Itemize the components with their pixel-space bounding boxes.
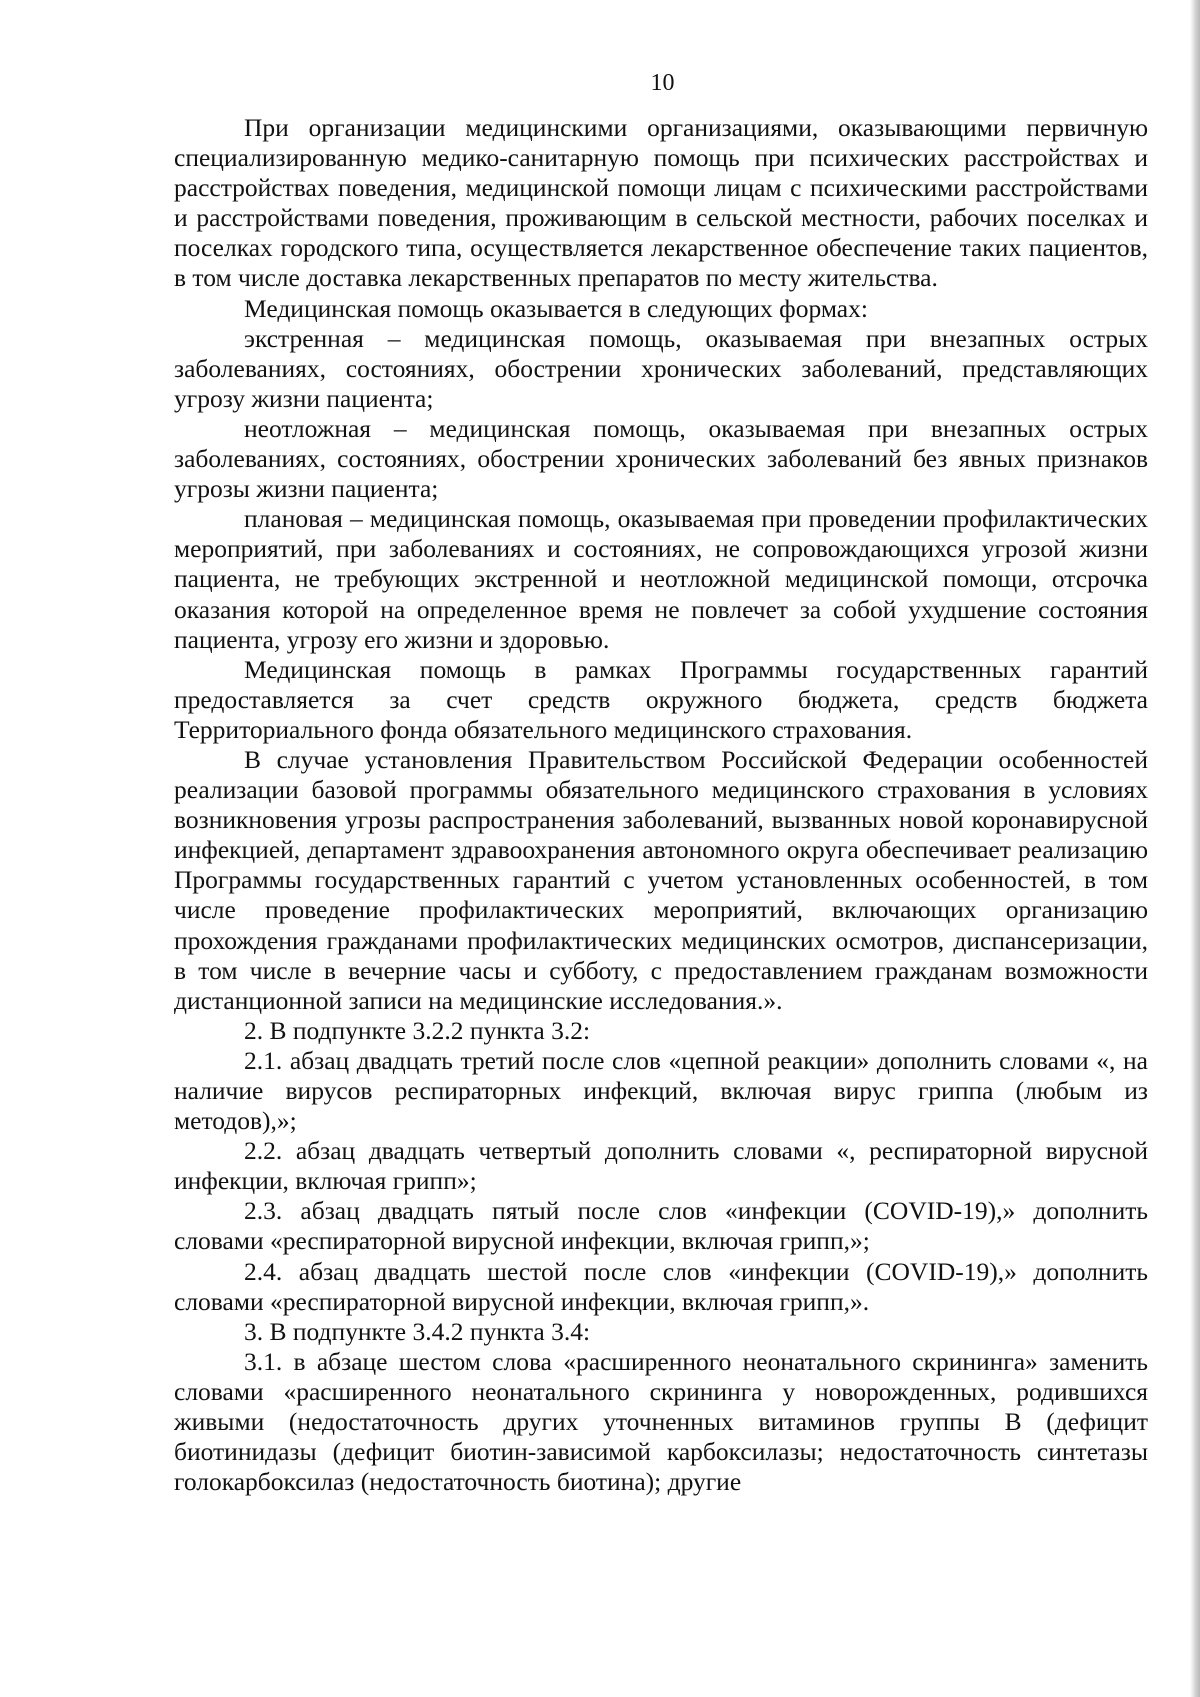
page-number: 10: [650, 70, 675, 96]
paragraph-item-2: 2. В подпункте 3.2.2 пункта 3.2:: [244, 1015, 591, 1045]
paragraph-item-2-2: 2.2. абзац двадцать четвертый дополнить словами «, респираторной вирусной инфекции, включая грипп»;: [174, 1136, 1148, 1196]
paragraph-psychiatric-care: При организации медицинскими организациями, оказывающими первичную специализированную медико-санитарную помощь при психических расстройствах и расстройствах поведения, медицинской помощи лицам с психическими расстройствами и расстройствами поведения, проживающим в сельской местности, рабочих поселках и поселках городского типа, осуществляется лекарственное обеспечение таких пациентов, в том числе доставка лекарственных препаратов по месту жительства.: [174, 113, 1148, 293]
paragraph-coronavirus: В случае установления Правительством Российской Федерации особенностей реализации базовой программы обязательного медицинского страхования в условиях возникновения угрозы распространения заболеваний, вызванных новой коронавирусной инфекцией, департамент здравоохранения автономного округа обеспечивает реализацию Программы государственных гарантий с учетом установленных особенностей, в том числе проведение профилактических мероприятий, включающих организацию прохождения гражданами профилактических медицинских осмотров, диспансеризации, в том числе в вечерние часы и субботу, с предоставлением гражданам возможности дистанционной записи на медицинские исследования.».: [174, 744, 1148, 1015]
paragraph-item-2-4: 2.4. абзац двадцать шестой после слов «инфекции (COVID-19),» дополнить словами «респираторной вирусной инфекции, включая грипп,».: [174, 1256, 1148, 1316]
paragraph-forms-intro: Медицинская помощь оказывается в следующих формах:: [244, 293, 868, 323]
paragraph-form-emergency: экстренная – медицинская помощь, оказываемая при внезапных острых заболеваниях, состояниях, обострении хронических заболеваний, представляющих угрозу жизни пациента;: [174, 323, 1148, 413]
paragraph-funding: Медицинская помощь в рамках Программы государственных гарантий предоставляется за счет средств окружного бюджета, средств бюджета Территориального фонда обязательного медицинского страхования.: [174, 654, 1148, 744]
paragraph-form-planned: плановая – медицинская помощь, оказываемая при проведении профилактических мероприятий, при заболеваниях и состояниях, не сопровождающихся угрозой жизни пациента, не требующих экстренной и неотложной медицинской помощи, отсрочка оказания которой на определенное время не повлечет за собой ухудшение состояния пациента, угрозу его жизни и здоровью.: [174, 504, 1148, 654]
scan-edge: [1190, 0, 1200, 1697]
document-body: [174, 113, 1148, 1497]
paragraph-item-3-1: 3.1. в абзаце шестом слова «расширенного неонатального скрининга» заменить словами «расширенного неонатального скрининга у новорожденных, родившихся живыми (недостаточность других уточненных витаминов группы В (дефицит биотинидазы (дефицит биотин-зависимой карбоксилазы; недостаточность синтетазы голокарбоксилаз (недостаточность биотина); другие: [174, 1346, 1148, 1497]
paragraph-form-urgent: неотложная – медицинская помощь, оказываемая при внезапных острых заболеваниях, состояниях, обострении хронических заболеваний без явных признаков угрозы жизни пациента;: [174, 413, 1148, 504]
paragraph-item-2-1: 2.1. абзац двадцать третий после слов «цепной реакции» дополнить словами «, на наличие вирусов респираторных инфекций, включая вирус гриппа (любым из методов),»;: [174, 1045, 1148, 1136]
paragraph-item-2-3: 2.3. абзац двадцать пятый после слов «инфекции (COVID-19),» дополнить словами «респираторной вирусной инфекции, включая грипп,»;: [174, 1196, 1148, 1256]
paragraph-item-3: 3. В подпункте 3.4.2 пункта 3.4:: [244, 1316, 591, 1346]
